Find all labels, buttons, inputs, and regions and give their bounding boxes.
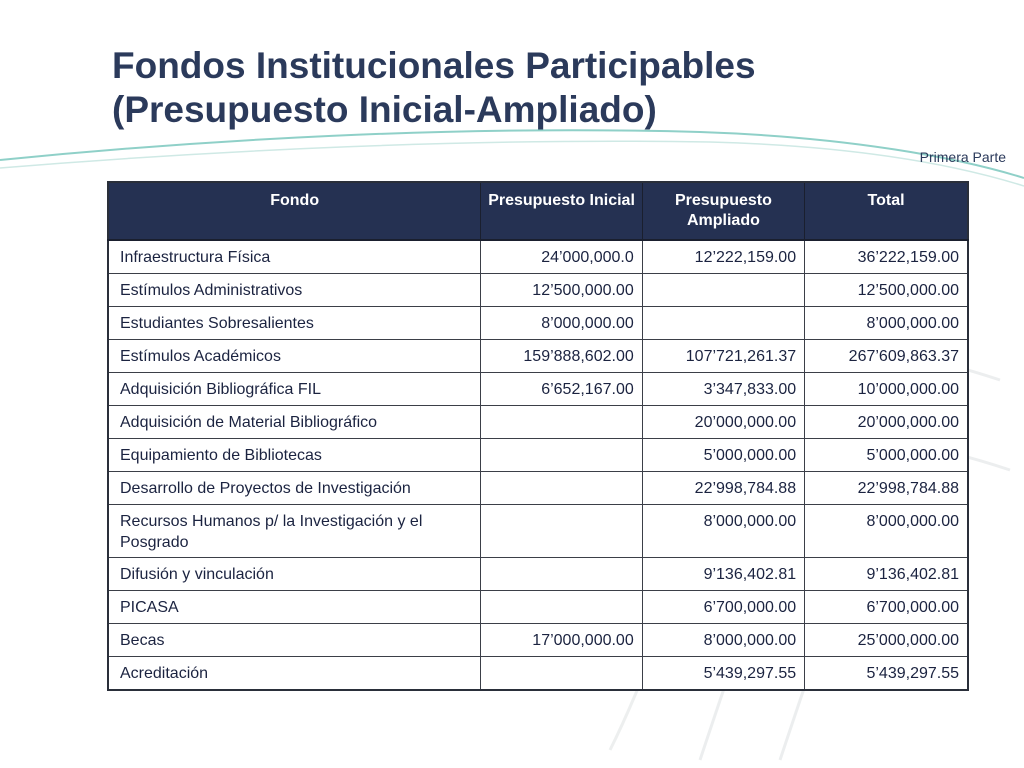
cell-inicial — [481, 657, 642, 691]
cell-total: 6’700,000.00 — [805, 591, 968, 624]
cell-ampliado: 8’000,000.00 — [642, 505, 804, 558]
cell-total: 20’000,000.00 — [805, 406, 968, 439]
cell-ampliado: 12’222,159.00 — [642, 240, 804, 274]
cell-fondo: Acreditación — [108, 657, 481, 691]
cell-fondo: Adquisición de Material Bibliográfico — [108, 406, 481, 439]
cell-ampliado: 5’439,297.55 — [642, 657, 804, 691]
cell-inicial — [481, 406, 642, 439]
cell-total: 25’000,000.00 — [805, 624, 968, 657]
table-header-row — [108, 182, 968, 240]
cell-ampliado: 8’000,000.00 — [642, 624, 804, 657]
cell-total: 5’000,000.00 — [805, 439, 968, 472]
cell-total: 36’222,159.00 — [805, 240, 968, 274]
table-row — [108, 340, 968, 373]
cell-ampliado: 9’136,402.81 — [642, 558, 804, 591]
cell-total: 5’439,297.55 — [805, 657, 968, 691]
table-row — [108, 624, 968, 657]
cell-inicial: 8’000,000.00 — [481, 307, 642, 340]
title-line-1: Fondos Institucionales Participables — [112, 45, 756, 86]
cell-ampliado: 22’998,784.88 — [642, 472, 804, 505]
cell-fondo: Desarrollo de Proyectos de Investigación — [108, 472, 481, 505]
cell-fondo: Infraestructura Física — [108, 240, 481, 274]
title-line-2: (Presupuesto Inicial-Ampliado) — [112, 89, 657, 130]
funds-table — [107, 181, 969, 691]
table-row — [108, 591, 968, 624]
table-row — [108, 307, 968, 340]
cell-fondo: Estímulos Administrativos — [108, 274, 481, 307]
cell-total: 12’500,000.00 — [805, 274, 968, 307]
cell-inicial: 6’652,167.00 — [481, 373, 642, 406]
table-row — [108, 240, 968, 274]
table-row — [108, 472, 968, 505]
cell-total: 10’000,000.00 — [805, 373, 968, 406]
cell-inicial — [481, 558, 642, 591]
cell-inicial: 159’888,602.00 — [481, 340, 642, 373]
table-row — [108, 406, 968, 439]
table-row — [108, 439, 968, 472]
cell-fondo: Adquisición Bibliográfica FIL — [108, 373, 481, 406]
cell-ampliado — [642, 274, 804, 307]
cell-fondo: Recursos Humanos p/ la Investigación y el Posgrado — [108, 505, 481, 558]
cell-total: 22’998,784.88 — [805, 472, 968, 505]
section-subtitle: Primera Parte — [919, 149, 1006, 165]
cell-inicial — [481, 505, 642, 558]
cell-total: 8’000,000.00 — [805, 505, 968, 558]
table-row — [108, 558, 968, 591]
cell-ampliado: 20’000,000.00 — [642, 406, 804, 439]
funds-table-container — [107, 181, 969, 691]
cell-ampliado — [642, 307, 804, 340]
header-fondo: Fondo — [108, 182, 481, 240]
cell-inicial — [481, 591, 642, 624]
table-row — [108, 274, 968, 307]
header-presupuesto-inicial: Presupuesto Inicial — [481, 182, 642, 240]
cell-fondo: Equipamiento de Bibliotecas — [108, 439, 481, 472]
cell-total: 9’136,402.81 — [805, 558, 968, 591]
cell-fondo: Difusión y vinculación — [108, 558, 481, 591]
table-row — [108, 657, 968, 691]
cell-fondo: Estímulos Académicos — [108, 340, 481, 373]
header-total: Total — [805, 182, 968, 240]
table-row — [108, 505, 968, 558]
cell-inicial — [481, 472, 642, 505]
cell-fondo: PICASA — [108, 591, 481, 624]
cell-inicial: 12’500,000.00 — [481, 274, 642, 307]
decor-swoosh-line — [0, 141, 1024, 186]
header-presupuesto-ampliado: Presupuesto Ampliado — [642, 182, 804, 240]
page-title — [112, 44, 756, 132]
cell-inicial: 17’000,000.00 — [481, 624, 642, 657]
table-row — [108, 373, 968, 406]
cell-ampliado: 5’000,000.00 — [642, 439, 804, 472]
cell-inicial: 24’000,000.0 — [481, 240, 642, 274]
cell-total: 267’609,863.37 — [805, 340, 968, 373]
cell-ampliado: 3’347,833.00 — [642, 373, 804, 406]
cell-total: 8’000,000.00 — [805, 307, 968, 340]
cell-fondo: Estudiantes Sobresalientes — [108, 307, 481, 340]
cell-ampliado: 6’700,000.00 — [642, 591, 804, 624]
cell-inicial — [481, 439, 642, 472]
cell-ampliado: 107’721,261.37 — [642, 340, 804, 373]
cell-fondo: Becas — [108, 624, 481, 657]
